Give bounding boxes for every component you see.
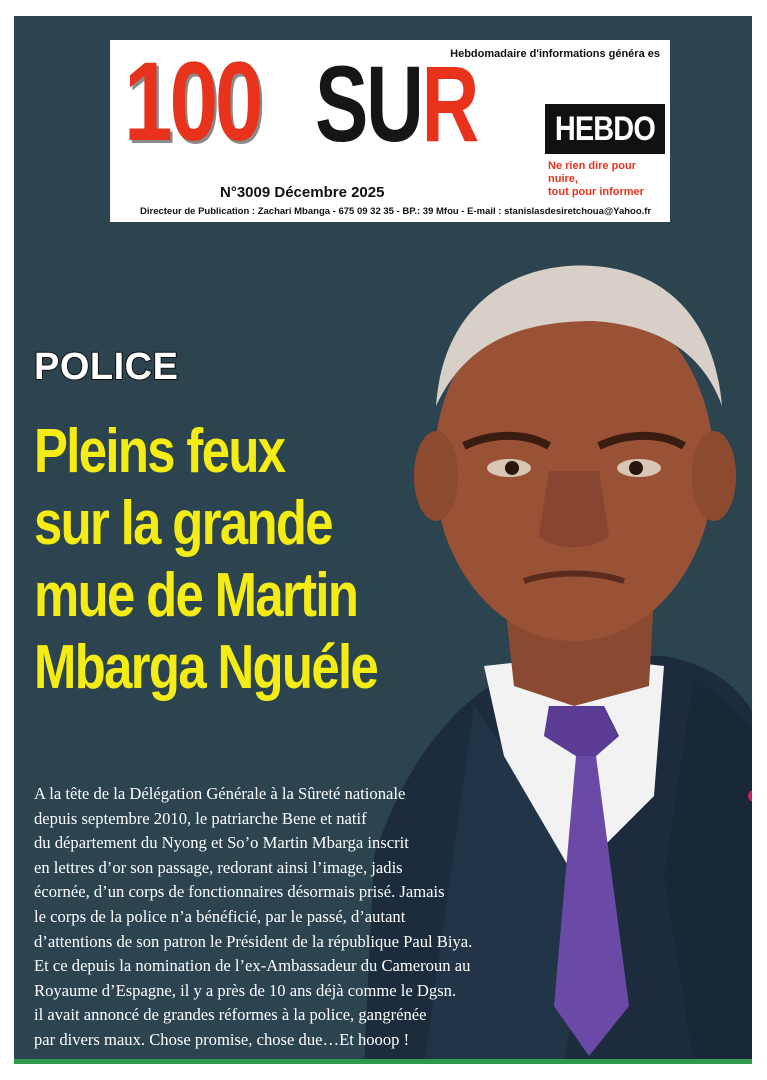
body-line: il avait annoncé de grandes réformes à la police, gangrénée: [34, 1005, 427, 1025]
slogan-line: Ne rien dire pour nuire,: [548, 160, 637, 185]
logo-hebdo-box: [545, 104, 665, 154]
body-line: le corps de la police n’a bénéficié, par le passé, d’autant: [34, 906, 406, 926]
headline-line: Mbarga Nguéle: [34, 633, 378, 702]
logo-hebdo: HEBDO: [554, 109, 656, 148]
headline-line: Pleins feux: [34, 417, 285, 486]
body-line: Royaume d’Espagne, il y a près de 10 ans déjà comme le Dgsn.: [34, 980, 457, 1000]
body-line: en lettres d’or son passage, redorant ainsi l’image, jadis: [34, 857, 403, 877]
bottom-rule: [14, 1059, 752, 1064]
headline-line: mue de Martin: [34, 561, 358, 630]
body-line: du département du Nyong et So’o Martin Mbarga inscrit: [34, 833, 409, 853]
section-kicker: POLICE: [34, 346, 179, 388]
body-line: A la tête de la Délégation Générale à la Sûreté nationale: [34, 784, 406, 803]
slogan-line: tout pour informer: [548, 186, 644, 198]
article-body: [34, 782, 594, 1053]
masthead: [110, 40, 670, 222]
body-line: Et ce depuis la nomination de l’ex-Ambassadeur du Cameroun au: [34, 956, 471, 976]
masthead-tagline: Hebdomadaire d'informations généra es: [450, 48, 660, 60]
publication-director: Directeur de Publication : Zachari Mbanga - 675 09 32 35 - BP.: 39 Mfou - E-mail : stanislasdesiretchoua@Yahoo.fr: [140, 206, 652, 217]
body-line: depuis septembre 2010, le patriarche Bene et natif: [34, 808, 367, 828]
body-line: d’attentions de son patron le Président de la république Paul Biya.: [34, 931, 473, 951]
headline: [34, 416, 378, 704]
logo-word-main: SU: [315, 43, 422, 164]
masthead-slogan: [548, 160, 668, 199]
magazine-cover: [14, 16, 752, 1062]
body-line: par divers maux. Chose promise, chose due…Et hooop !: [34, 1029, 410, 1049]
headline-line: sur la grande: [34, 489, 332, 558]
logo-word-r: R: [421, 43, 478, 164]
issue-number: N°3009 Décembre 2025: [220, 184, 385, 201]
logo-number: 100: [124, 39, 261, 164]
body-line: écornée, d’un corps de fonctionnaires désormais prisé. Jamais: [34, 882, 445, 902]
logo-word: [315, 43, 478, 164]
